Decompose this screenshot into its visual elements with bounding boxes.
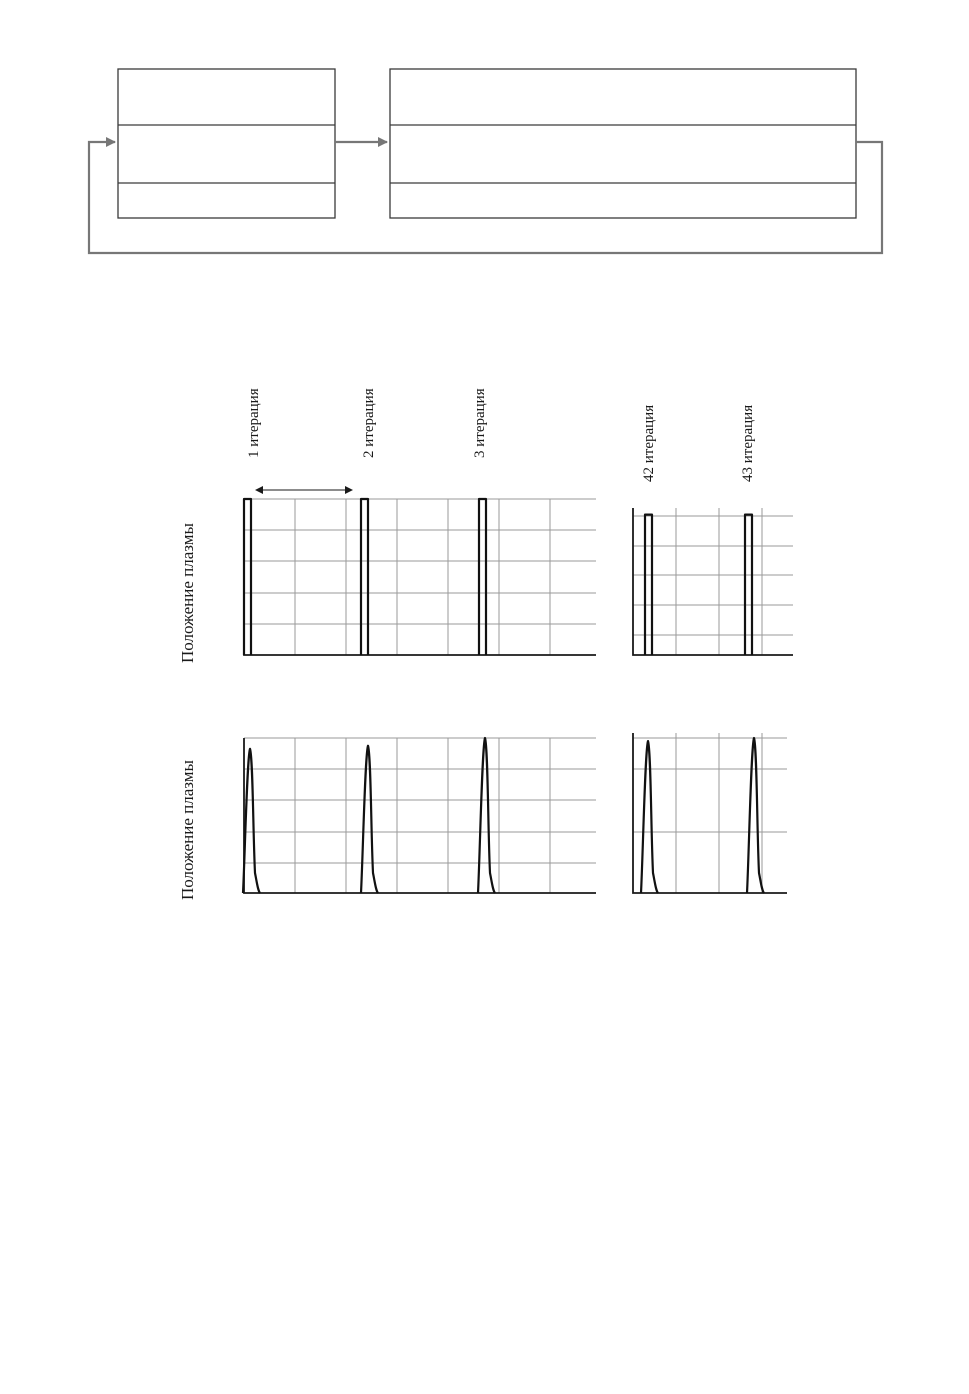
plasma-position-pulse <box>243 749 260 893</box>
chart-panel-bottom-left <box>243 738 596 893</box>
grid <box>633 733 787 893</box>
left-block <box>118 69 335 218</box>
iteration-label-43: 43 итерация <box>740 404 756 482</box>
iteration-label-2: 2 итерация <box>361 388 377 458</box>
plasma-position-pulse <box>478 738 495 893</box>
plasma-position-pulse <box>479 499 486 655</box>
plasma-position-pulse <box>641 741 658 893</box>
chart-panel-bottom-right <box>633 733 787 893</box>
axes <box>633 508 793 655</box>
axes <box>244 738 596 893</box>
plasma-position-pulse <box>745 515 752 655</box>
plasma-position-pulse <box>361 746 378 893</box>
chart-panel-top-right <box>633 508 793 655</box>
left-block-frame <box>118 69 335 218</box>
grid <box>244 499 596 655</box>
plasma-position-pulse <box>645 515 652 655</box>
y-axis-label-bottom: Положение плазмы <box>178 760 197 900</box>
right-block <box>390 69 856 218</box>
plasma-position-pulse <box>747 738 764 893</box>
chart-panel-top-left <box>244 499 596 655</box>
iteration-labels <box>246 388 756 482</box>
plasma-position-pulse <box>361 499 368 655</box>
grid <box>244 738 596 893</box>
axes <box>244 499 596 655</box>
block-diagram <box>89 69 882 253</box>
iteration-label-1: 1 итерация <box>246 388 262 458</box>
right-block-frame <box>390 69 856 218</box>
iteration-label-42: 42 итерация <box>641 404 657 482</box>
y-axis-label-top: Положение плазмы <box>178 523 197 663</box>
plasma-position-pulse <box>244 499 251 655</box>
iteration-label-3: 3 итерация <box>472 388 488 458</box>
axes <box>633 733 787 893</box>
grid <box>633 508 793 655</box>
